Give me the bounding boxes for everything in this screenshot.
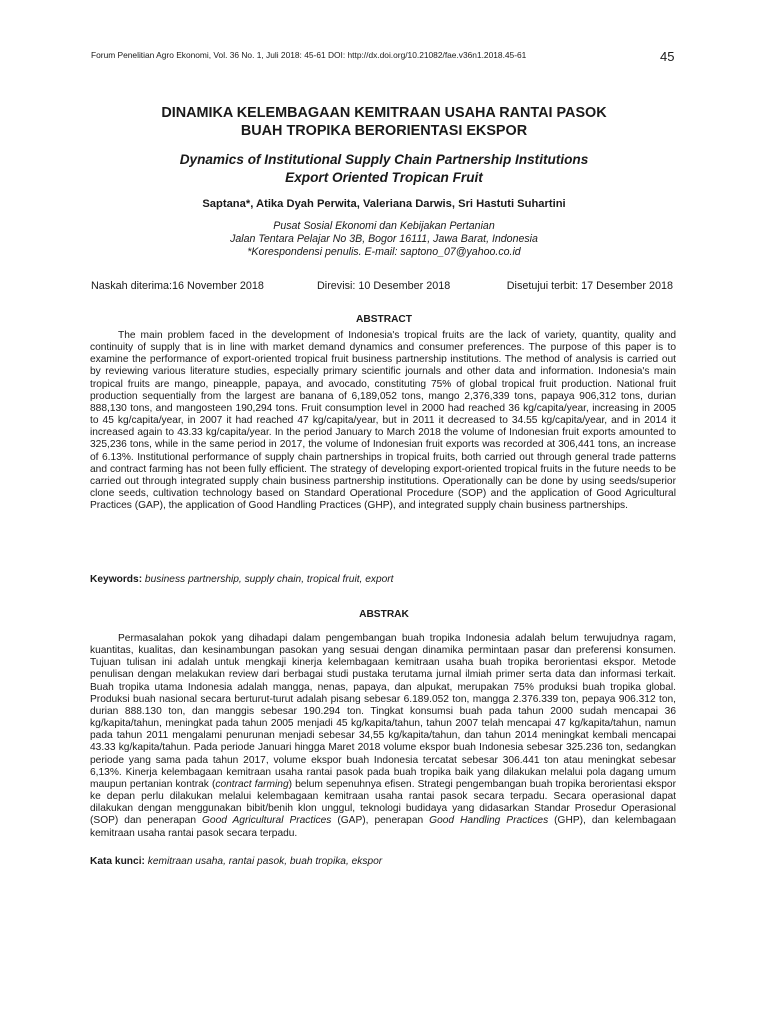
- affiliation-line-3: *Korespondensi penulis. E-mail: saptono_07@yahoo.co.id: [247, 246, 521, 258]
- kata-kunci-label: Kata kunci:: [90, 856, 145, 867]
- affiliation-line-2: Jalan Tentara Pelajar No 3B, Bogor 16111, Jawa Barat, Indonesia: [230, 233, 538, 245]
- authors: Saptana*, Atika Dyah Perwita, Valeriana Darwis, Sri Hastuti Suhartini: [202, 198, 566, 210]
- abstrak-heading: ABSTRAK: [359, 609, 409, 620]
- subtitle-line-2: Export Oriented Tropican Fruit: [285, 170, 483, 185]
- abstract-text: The main problem faced in the development of Indonesia's tropical fruits are the lack of variety, quantity, quality and continuity of supply that is in line with market demand dynamics and consumer preferences. The purpose of this paper is to examine the performance of export-oriented tropical fruit business partnership institutions. The method of analysis is carried out by reviewing various literature studies, especially primary scientific journals and other data and information. Indonesia's main tropical fruits are mango, pineapple, papaya, and avocado, constituting 75% of global tropical fruit production. National fruit production sequentially from the largest are banana of 6,189,052 tons, mango 2,376,339 tons, papaya 906,312 tons, durian 888,130 tons, and mangosteen 190,294 tons. Fruit consumption level in 2000 had reached 36 kg/capita/year, increasing in 2005 to 45 kg/capita/year, in 2007 it had reached 47 kg/capita/year, but in 2011 it decreased to 34.55 kg/capita/year, and in 2014 it increased again to 43.33 kg/capita/year. In the period January to March 2018 the volume of Indonesian fruit exports amounted to 325,236 tons, while in the same period in 2017, the volume of Indonesian fruit exports was recorded at 306,441 tons, an increase of 6.13%. Institutional performance of supply chain partnerships in tropical fruits, both carried out through general trade patterns and contract farming has not been fully efficient. The strategy of developing export-oriented tropical fruits in the future needs to be carried out through integrated supply chain business partnership institutions. Operationally can be done by using seeds/superior clone seeds, cultivation technology based on Standard Operational Procedure (SOP) and the application of Good Agricultural Practices (GAP), the application of Good Handling Practices (GHP), and integrated supply chain business partnerships.: [90, 330, 676, 512]
- abstract-heading: ABSTRACT: [355, 314, 413, 325]
- received-date: Naskah diterima:16 November 2018: [91, 280, 264, 292]
- abstrak-italic-1: contract farming: [215, 778, 289, 790]
- kata-kunci-list: kemitraan usaha, rantai pasok, buah tropika, ekspor: [144, 856, 383, 867]
- abstrak-italic-2: Good Agricultural Practices: [201, 815, 332, 827]
- abstrak-text-part-4: (GHP), dan kelembagaan kemitraan usaha rantai pasok secara terpadu.: [90, 815, 676, 839]
- abstrak-text-part-3: (GAP), penerapan: [331, 815, 430, 827]
- keywords: [90, 574, 394, 585]
- title-line-1: DINAMIKA KELEMBAGAAN KEMITRAAN USAHA RANTAI PASOK: [161, 105, 607, 121]
- subtitle-line-1: Dynamics of Institutional Supply Chain Partnership Institutions: [179, 152, 589, 167]
- revised-date: Direvisi: 10 Desember 2018: [317, 280, 451, 292]
- abstrak-text-part-2: ) belum sepenuhnya efisen. Strategi pengembangan buah tropika berorientasi ekspor ke depan perlu dilakukan melalui kelembagaan kemitraan usaha rantai pasok secara terpadu. Secara operasional dapat dilakukan dengan menggunakan bibit/benih klon unggul, teknologi budidaya yang didasarkan Standar Prosedur Operasional (SOP) dan penerapan: [90, 778, 676, 827]
- title-line-2: BUAH TROPIKA BERORIENTASI EKSPOR: [240, 123, 528, 139]
- affiliation-line-1: Pusat Sosial Ekonomi dan Kebijakan Pertanian: [273, 220, 495, 232]
- page-number: 45: [660, 49, 675, 64]
- paper-title: [0, 104, 768, 140]
- keywords-label: Keywords:: [90, 574, 143, 585]
- paper-subtitle: [0, 151, 768, 187]
- approved-date: Disetujui terbit: 17 Desember 2018: [506, 280, 673, 292]
- kata-kunci: [90, 856, 382, 867]
- abstrak-text-part-1: Permasalahan pokok yang dihadapi dalam pengembangan buah tropika Indonesia adalah belum terwujudnya ragam, kuantitas, kualitas, dan kesinambungan pasokan yang sesuai dengan dinamika permintaan pasar dan preferensi konsumen. Tujuan tulisan ini adalah untuk mengkaji kinerja kelembagaan kemitraan usaha buah tropika berorientasi ekspor. Metode penulisan dengan melakukan review dari berbagai studi pustaka terutama jurnal ilmiah primer serta data dan informasi terkait. Buah tropika utama Indonesia adalah mangga, nenas, papaya, dan alpukat, merupakan 75% produksi buah tropika global. Produksi buah nasional secara berturut-turut adalah pisang sebesar 6.189.052 ton, mangga 2.376.339 ton, pepaya 906.312 ton, durian 888.130 ton, dan manggis sebesar 190.294 ton. Tingkat konsumsi buah pada tahun 2000 sudah mencapai 36 kg/kapita/tahun, meningkat pada tahun 2005 menjadi 45 kg/kapita/tahun, tahun 2007 telah mencapai 47 kg/kapita/tahun, namun pada tahun 2011 mengalami penurunan menjadi sebesar 34,55 kg/kapita/tahun, dan tahun 2014 meningkat kembali mencapai 43.33 kg/kapita/tahun. Pada periode Januari hingga Maret 2018 volume ekspor buah Indonesia sebesar 325.236 ton, sedangkan periode yang sama pada tahun 2017, volume ekspor buah Indonesia tercatat sebesar 306.441 ton atau meningkat sebesar 6,13%. Kinerja kelembagaan kemitraan usaha rantai pasok pada buah tropika baik yang dilakukan melalui pola dagang umum maupun pertanian kontrak (: [90, 633, 676, 790]
- abstrak-italic-3: Good Handling Practices: [429, 815, 549, 827]
- affiliation: [0, 220, 768, 259]
- keywords-list: business partnership, supply chain, tropical fruit, export: [142, 574, 394, 585]
- journal-header: Forum Penelitian Agro Ekonomi, Vol. 36 No. 1, Juli 2018: 45-61 DOI: http://dx.doi.org/10.21082/fae.v36n1.2018.45-61: [91, 50, 527, 60]
- abstrak-text: [90, 633, 676, 840]
